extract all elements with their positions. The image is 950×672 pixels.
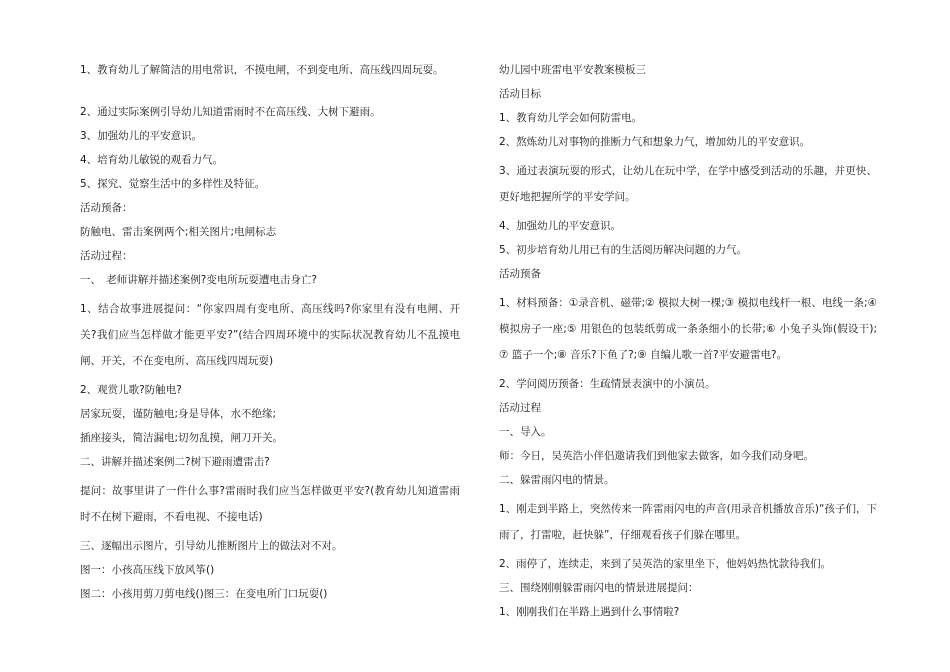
section-heading: 活动目标: [499, 88, 541, 100]
section-heading: 活动预备: [499, 268, 541, 280]
section-heading: 活动预备：: [80, 202, 133, 214]
text-line: 1、教育幼儿学会如何防雷电。: [499, 112, 643, 124]
text-line: 5、探究、觉察生活中的多样性及特征。: [80, 178, 266, 190]
right-column: [499, 62, 877, 628]
text-line: 居家玩耍，谨防触电;身是导体，水不绝缘;: [80, 408, 277, 420]
text-paragraph: 1、刚走到半路上，突然传来一阵雷雨闪电的声音(用录音机播放音乐)“孩子们，下雨了，打雷啦，赶快躲”，仔细观看孩子们躲在哪里。: [499, 503, 877, 541]
document-title: 幼儿园中班雷电平安教案模板三: [499, 64, 646, 76]
text-line: 一、 老师讲解并描述案例?变电所玩耍遭电击身亡?: [80, 274, 317, 286]
text-paragraph: 1、结合故事进展提问：“你家四周有变电所、高压线吗?你家里有没有电闸、开关?我们应当怎样做才能更平安?”(结合四周环境中的实际状况教育幼儿不乱摸电闸、开关，不在变电所、高压线四周玩耍): [80, 303, 460, 367]
text-line: 2、雨停了，连续走，来到了吴英浩的家里坐下，他妈妈热忱款待我们。: [499, 558, 832, 570]
text-line: 1、教育幼儿了解简洁的用电常识，不摸电闸，不到变电所、高压线四周玩耍。: [80, 64, 444, 76]
text-line: 3、加强幼儿的平安意识。: [80, 130, 203, 142]
section-heading: 活动过程：: [80, 250, 133, 262]
text-line: 一、导入。: [499, 426, 552, 438]
text-line: 2、熬炼幼儿对事物的推断力气和想象力气，增加幼儿的平安意识。: [499, 136, 811, 148]
text-line: 1、刚刚我们在半路上遇到什么事情啦?: [499, 606, 680, 618]
text-line: 二、讲解并描述案例二?树下避雨遭雷击?: [80, 456, 270, 468]
text-line: 4、加强幼儿的平安意识。: [499, 220, 622, 232]
left-column: [80, 62, 460, 610]
text-paragraph: 提问：故事里讲了一件什么事?雷雨时我们应当怎样做更平安?(教育幼儿知道雷雨时不在树下避雨，不看电视、不接电话): [80, 485, 460, 523]
text-line: 三、围绕刚刚躲雷雨闪电的情景进展提问：: [499, 582, 699, 594]
text-line: 2、观赏儿歌?防触电?: [80, 384, 182, 396]
text-paragraph: 3、通过表演玩耍的形式，让幼儿在玩中学，在学中感受到活动的乐趣，并更快、更好地把握所学的平安学问。: [499, 165, 877, 203]
text-line: 插座接头，简洁漏电;切勿乱摸，闸刀开关。: [80, 432, 284, 444]
text-line: 三、逐幅出示图片，引导幼儿推断图片上的做法对不对。: [80, 540, 343, 552]
text-line: 5、初步培育幼儿用已有的生活阅历解决问题的力气。: [499, 244, 748, 256]
text-line: 图一：小孩高压线下放风筝(): [80, 564, 215, 576]
text-paragraph: 1、材料预备：①录音机、磁带;② 模拟大树一棵;③ 模拟电线杆一根、电线一条;④ 模拟房子一座;⑤ 用银色的包装纸剪成一条条细小的长带;⑥ 小兔子头饰(假设干);⑦ 篮子一个;⑧ 音乐?下鱼了?;⑨ 自编儿歌一首?平安避雷电?。: [499, 297, 877, 361]
text-line: 2、学问阅历预备：生疏情景表演中的小演员。: [499, 378, 716, 390]
text-line: 防触电、雷击案例两个;相关图片;电闸标志: [80, 226, 277, 238]
section-heading: 活动过程: [499, 402, 541, 414]
text-line: 师：今日，吴英浩小伴侣邀请我们到他家去做客，如今我们动身吧。: [499, 450, 814, 462]
text-line: 二、躲雷雨闪电的情景。: [499, 474, 615, 486]
text-line: 2、通过实际案例引导幼儿知道雷雨时不在高压线、大树下避雨。: [80, 106, 381, 118]
text-line: 4、培育幼儿敏锐的观看力气。: [80, 154, 224, 166]
text-line: 图二：小孩用剪刀剪电线()图三：在变电所门口玩耍(): [80, 588, 328, 600]
